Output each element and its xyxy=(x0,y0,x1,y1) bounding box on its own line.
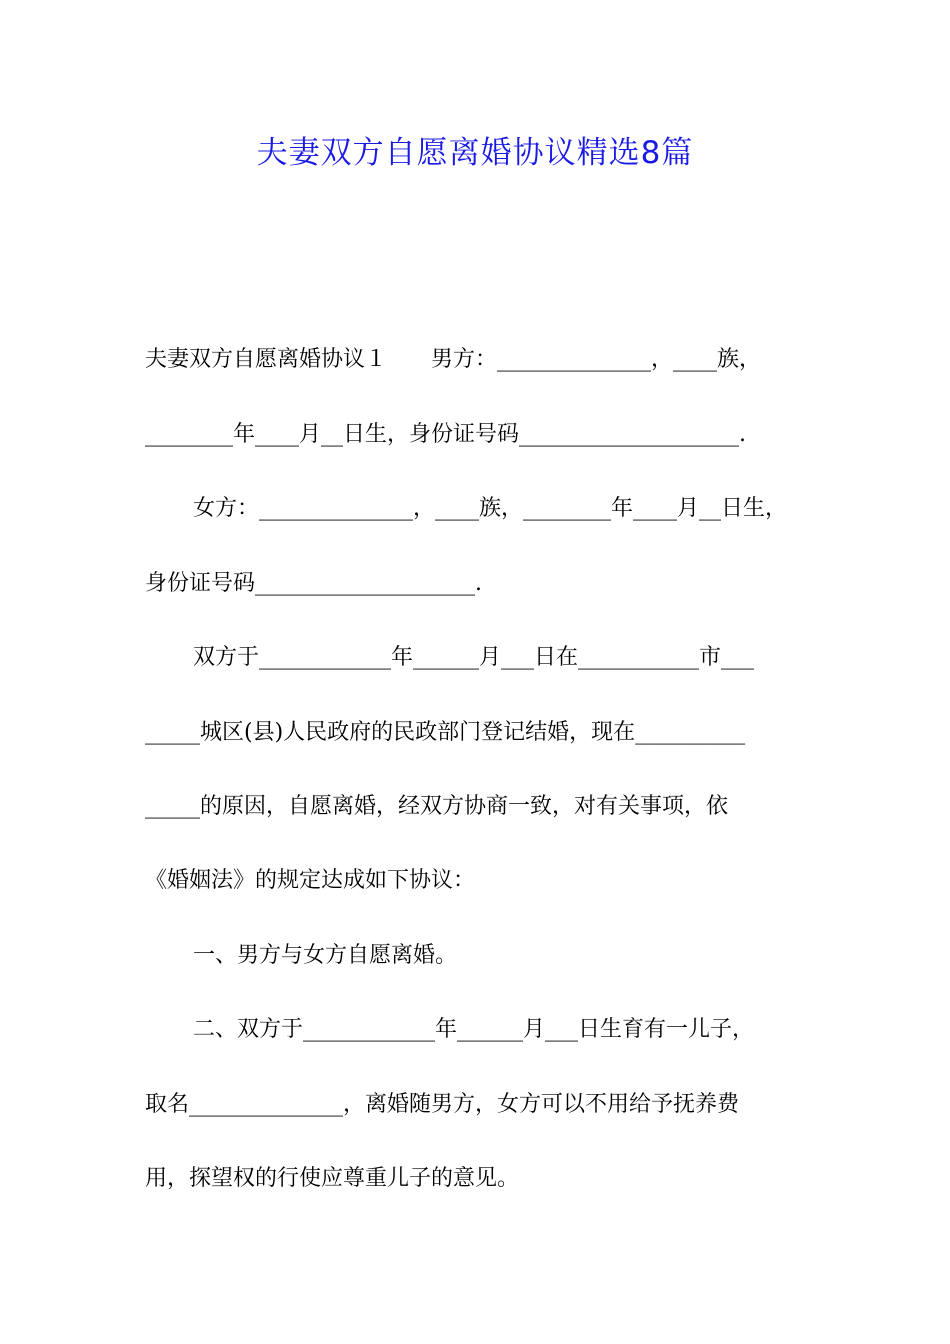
paragraph-line-12: 用，探望权的行使应尊重儿子的意见。 xyxy=(145,1166,520,1191)
paragraph-line-2: ________年____月__日生，身份证号码____________________. xyxy=(145,422,746,447)
paragraph-line-9: 一、男方与女方自愿离婚。 xyxy=(193,943,458,968)
paragraph-line-11: 取名______________，离婚随男方，女方可以不用给予抚养费 xyxy=(145,1092,740,1117)
paragraph-line-4: 身份证号码____________________. xyxy=(145,571,482,596)
paragraph-line-1: 夫妻双方自愿离婚协议１ 男方：______________，____族， xyxy=(145,347,762,372)
paragraph-line-7: _____的原因，自愿离婚，经双方协商一致，对有关事项，依 xyxy=(145,794,729,819)
paragraph-line-10: 二、双方于____________年______月___日生育有一儿子， xyxy=(193,1017,755,1042)
paragraph-line-6: _____城区(县)人民政府的民政部门登记结婚，现在__________ xyxy=(145,720,746,745)
paragraph-line-8: 《婚姻法》的规定达成如下协议： xyxy=(145,868,476,893)
paragraph-line-5: 双方于____________年______月___日在___________市___ xyxy=(193,645,755,670)
paragraph-line-3: 女方：______________，____族，________年____月__日生， xyxy=(193,496,788,521)
document-title: 夫妻双方自愿离婚协议精选8篇 xyxy=(256,135,694,171)
